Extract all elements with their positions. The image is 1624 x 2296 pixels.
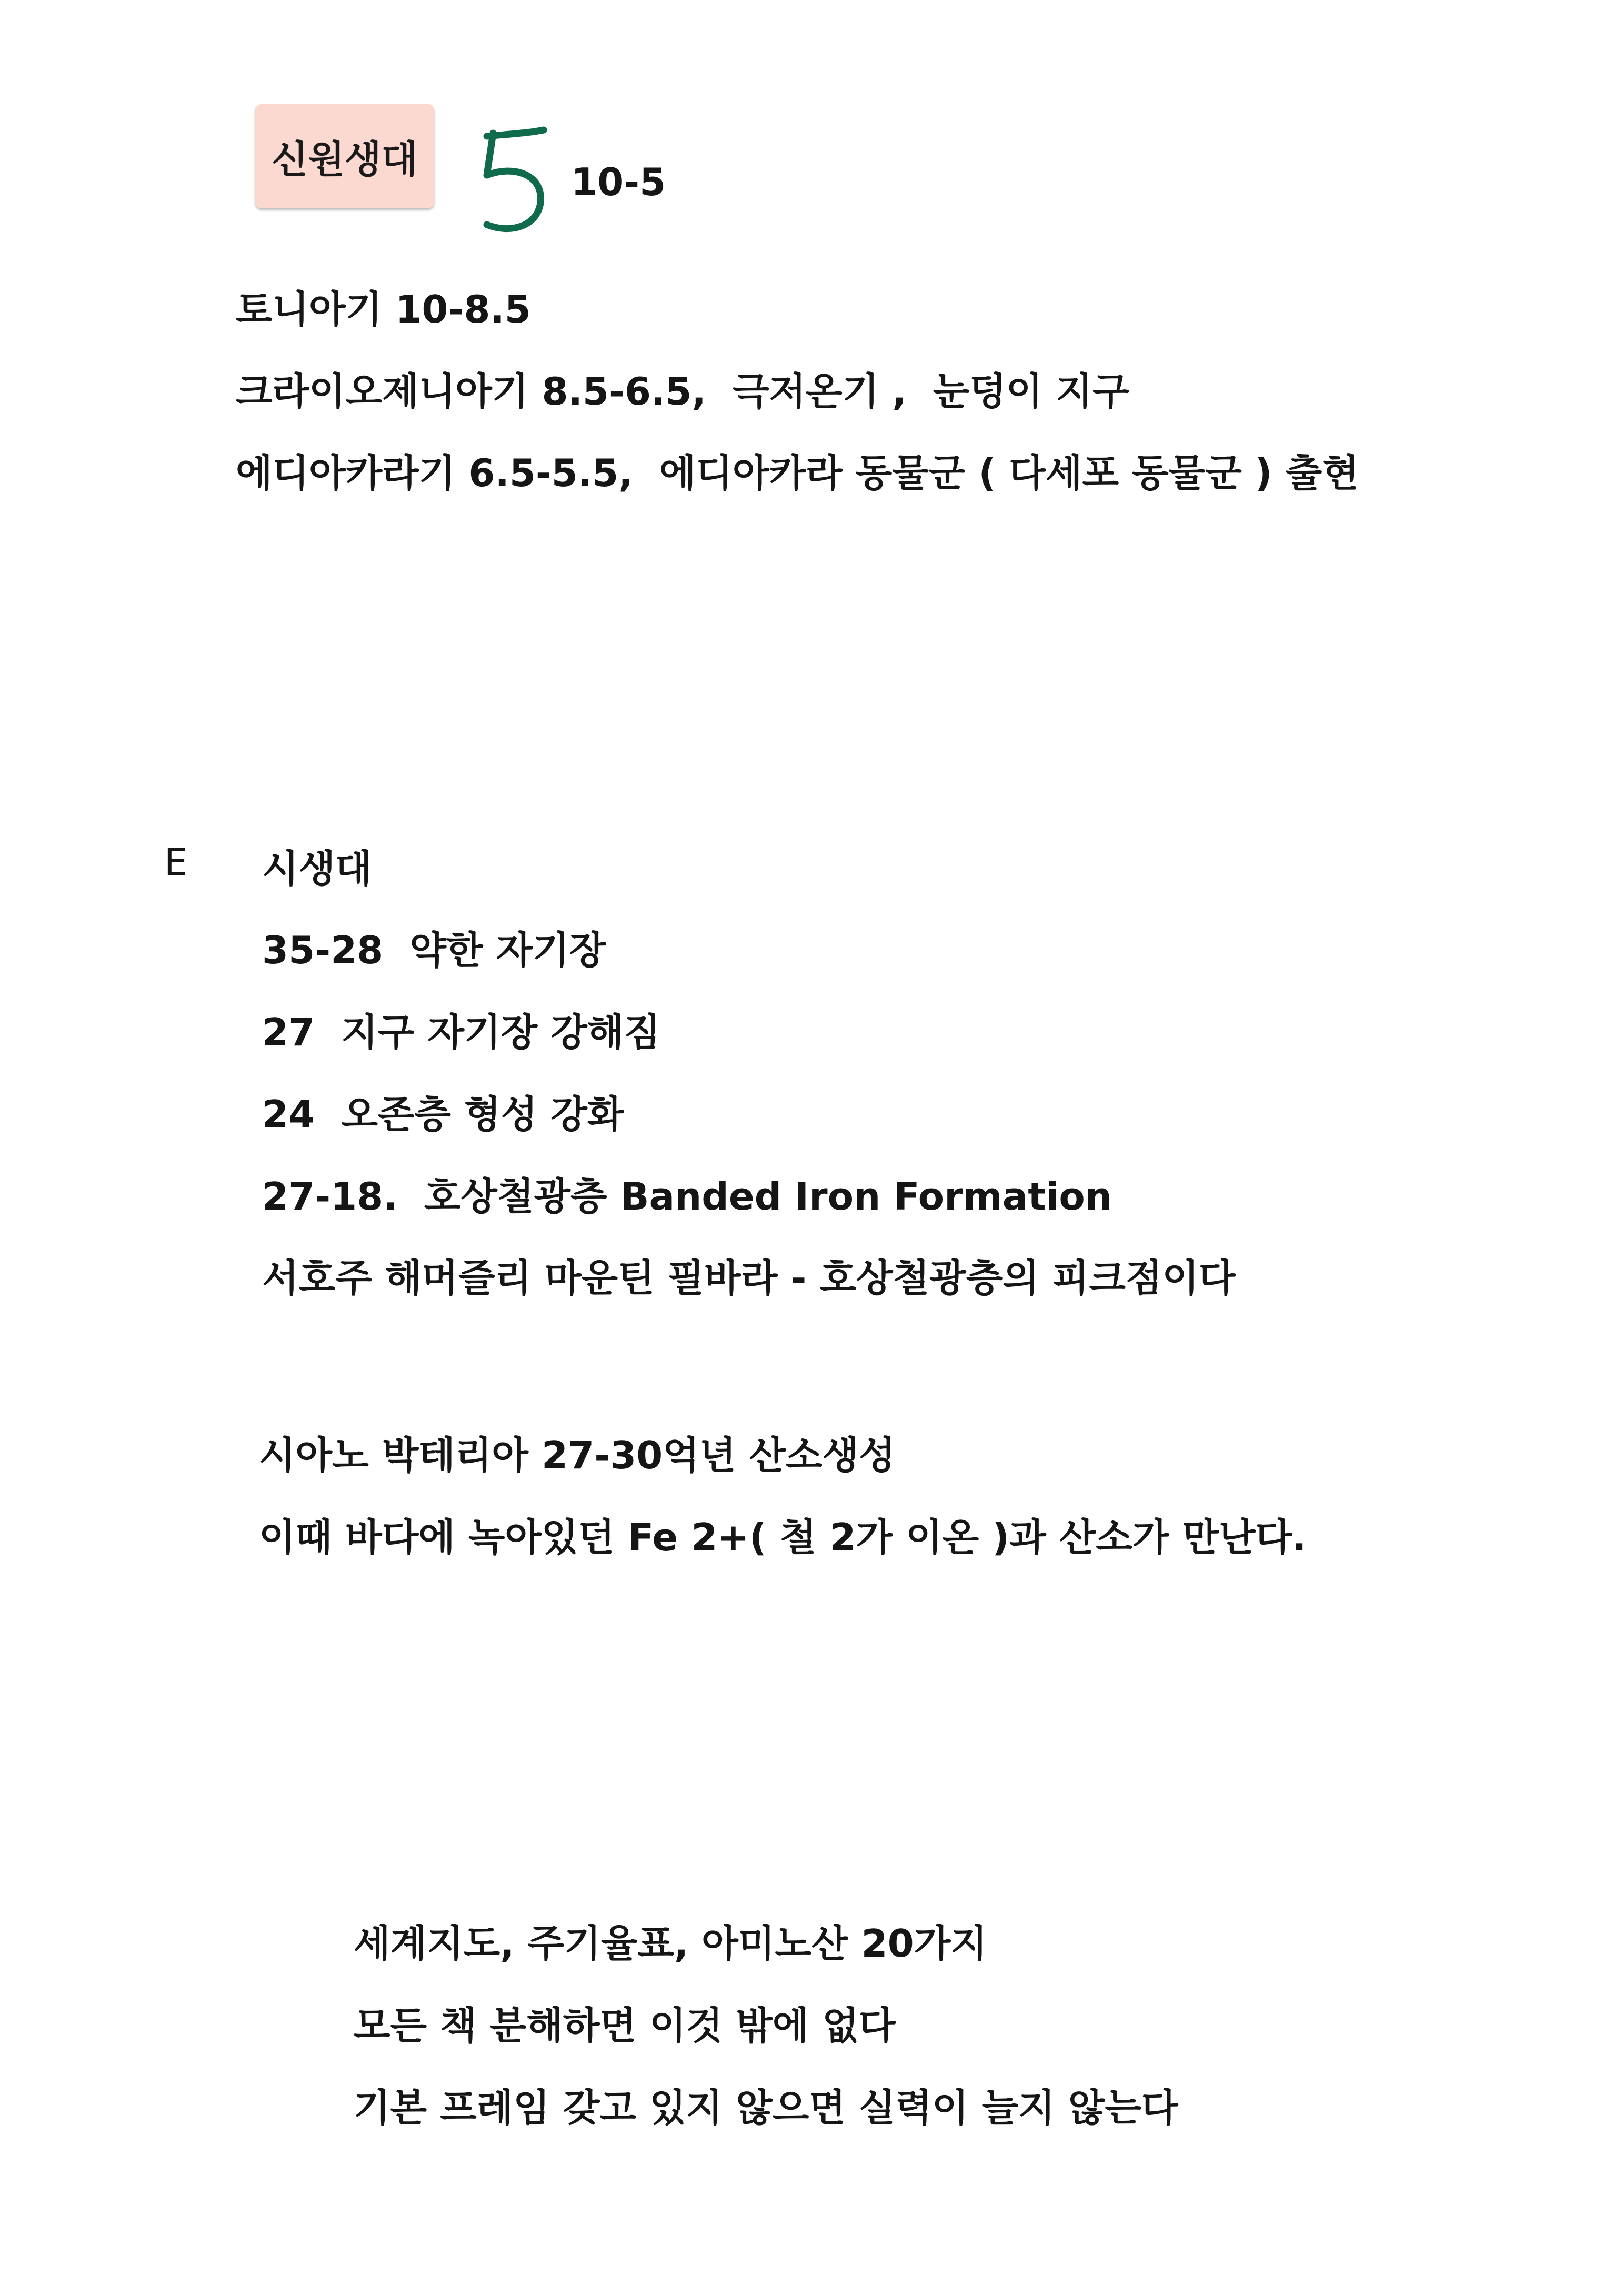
- archean-heading: 시생대: [262, 847, 372, 891]
- section-marker-e: E: [164, 841, 188, 884]
- period-cryogenian: 크라이오제니아기 8.5-6.5, 극저온기 , 눈덩이 지구: [236, 369, 1129, 414]
- era-range: 10-5: [571, 160, 666, 204]
- advice-basics-list: 세계지도, 주기율표, 아미노산 20가지: [354, 1921, 987, 1966]
- period-ediacaran: 에디아카라기 6.5-5.5, 에디아카라 동물군 ( 다세포 동물군 ) 출현: [236, 451, 1359, 495]
- archean-pilbara-peak: 서호주 해머즐리 마운틴 필바라 - 호상철광층의 피크점이다: [262, 1256, 1236, 1300]
- cyanobacteria-iron-oxygen: 이때 바다에 녹아있던 Fe 2+( 철 2가 이온 )과 산소가 만난다.: [259, 1515, 1307, 1559]
- era-tag-neoproterozoic: 신원생대: [255, 104, 434, 208]
- cyanobacteria-oxygen: 시아노 박테리아 27-30억년 산소생성: [259, 1433, 896, 1477]
- advice-books-reduce: 모든 책 분해하면 이것 밖에 없다: [354, 2003, 896, 2048]
- advice-framework: 기본 프레임 갖고 있지 않으면 실력이 늘지 않는다: [354, 2086, 1178, 2130]
- handwritten-five-mark: [471, 124, 550, 237]
- period-tonian: 토니아기 10-8.5: [236, 287, 531, 331]
- archean-banded-iron-formation: 27-18. 호상철광층 Banded Iron Formation: [262, 1174, 1112, 1219]
- archean-ozone-layer: 24 오존층 형성 강화: [262, 1092, 624, 1136]
- archean-magnetic-field-strengthens: 27 지구 자기장 강해짐: [262, 1010, 660, 1054]
- archean-weak-magnetic-field: 35-28 약한 자기장: [262, 928, 606, 972]
